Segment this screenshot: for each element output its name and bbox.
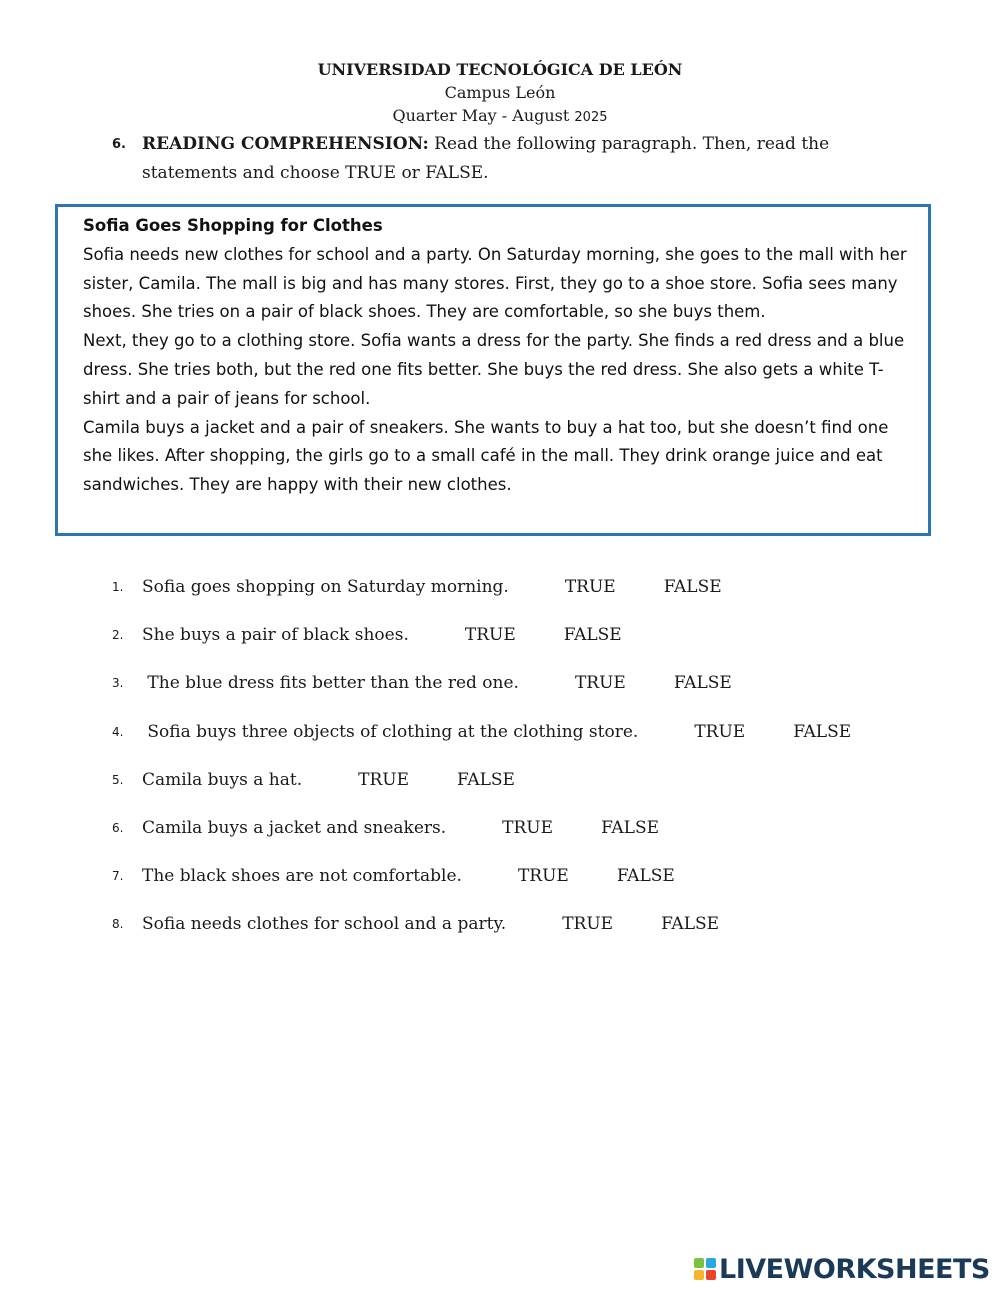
statement-item <box>112 670 972 718</box>
statement-item <box>112 622 972 670</box>
statement-number: 2. <box>112 628 124 643</box>
instruction-lead: READING COMPREHENSION: <box>142 134 429 154</box>
true-option[interactable]: TRUE <box>694 721 746 742</box>
true-option[interactable]: TRUE <box>564 577 616 597</box>
statement-item <box>112 911 972 959</box>
reading-paragraph: Next, they go to a clothing store. Sofia wants a dress for the party. She finds a red dress and a blue dress. She tries both, but the red one fits better. She buys the red dress. She also gets a white T-shirt and a pair of jeans for school. <box>83 331 905 408</box>
statement-number: 7. <box>112 869 124 884</box>
false-option[interactable]: FALSE <box>616 866 675 887</box>
true-option[interactable]: TRUE <box>358 769 409 790</box>
statement-text: Sofia goes shopping on Saturday morning. <box>142 577 509 597</box>
statement-item <box>112 863 972 911</box>
reading-passage <box>83 212 913 500</box>
statement-text: Camila buys a jacket and sneakers. <box>142 817 447 838</box>
statement-text: The blue dress fits better than the red one. <box>142 673 519 694</box>
statement-item <box>112 815 972 863</box>
statement-list <box>112 574 972 960</box>
quarter-year: 2025 <box>574 110 608 125</box>
true-option[interactable]: TRUE <box>574 673 626 694</box>
statement-item <box>112 767 972 815</box>
statement-text: She buys a pair of black shoes. <box>142 625 409 646</box>
quarter-label: Quarter May - August <box>392 106 570 125</box>
statement-item <box>112 719 972 767</box>
true-option[interactable]: TRUE <box>464 625 516 646</box>
true-option[interactable]: TRUE <box>517 866 569 887</box>
reading-passage-box <box>55 204 931 536</box>
false-option[interactable]: FALSE <box>563 625 622 646</box>
statement-text: Camila buys a hat. <box>142 769 303 790</box>
statement-number: 4. <box>112 724 124 739</box>
statement-number: 8. <box>112 917 124 932</box>
university-name: UNIVERSIDAD TECNOLÓGICA DE LEÓN <box>317 60 683 79</box>
quarter-line <box>0 104 1000 129</box>
instruction-text: Read the following paragraph. Then, read the statements and choose TRUE or FALSE. <box>142 134 830 183</box>
false-option[interactable]: FALSE <box>661 914 720 935</box>
statement-text: Sofia buys three objects of clothing at the clothing store. <box>142 721 639 742</box>
reading-paragraph: Camila buys a jacket and a pair of sneakers. She wants to buy a hat too, but she doesn’t find one she likes. After shopping, the girls go to a small café in the mall. They drink orange juice and eat sandwiches. They are happy with their new clothes. <box>83 417 889 495</box>
statement-item <box>112 574 972 622</box>
false-option[interactable]: FALSE <box>601 817 660 838</box>
true-option[interactable]: TRUE <box>562 914 614 935</box>
statement-number: 5. <box>112 772 124 787</box>
liveworksheets-logo <box>693 1254 990 1284</box>
liveworksheets-logo-text: LIVEWORKSHEETS <box>719 1253 990 1285</box>
liveworksheets-logo-icon <box>693 1257 717 1281</box>
document-header <box>0 58 1000 129</box>
statement-number: 1. <box>112 580 124 594</box>
instruction <box>112 130 902 188</box>
statement-text: Sofia needs clothes for school and a party. <box>142 914 507 935</box>
false-option[interactable]: FALSE <box>793 721 852 742</box>
statement-text: The black shoes are not comfortable. <box>142 866 462 887</box>
false-option[interactable]: FALSE <box>457 769 515 790</box>
reading-paragraph: Sofia needs new clothes for school and a party. On Saturday morning, she goes to the mall with her sister, Camila. The mall is big and has many stores. First, they go to a shoe store. Sofia sees many shoes. She tries on a pair of black shoes. They are comfortable, so she buys them. <box>83 244 907 322</box>
true-option[interactable]: TRUE <box>502 817 554 838</box>
false-option[interactable]: FALSE <box>673 673 732 694</box>
statement-number: 3. <box>112 676 124 691</box>
reading-title: Sofia Goes Shopping for Clothes <box>83 216 383 235</box>
statement-number: 6. <box>112 820 124 835</box>
campus-name: Campus León <box>444 83 556 102</box>
false-option[interactable]: FALSE <box>663 577 722 597</box>
instruction-number: 6. <box>112 137 126 152</box>
instruction-body <box>142 130 902 188</box>
